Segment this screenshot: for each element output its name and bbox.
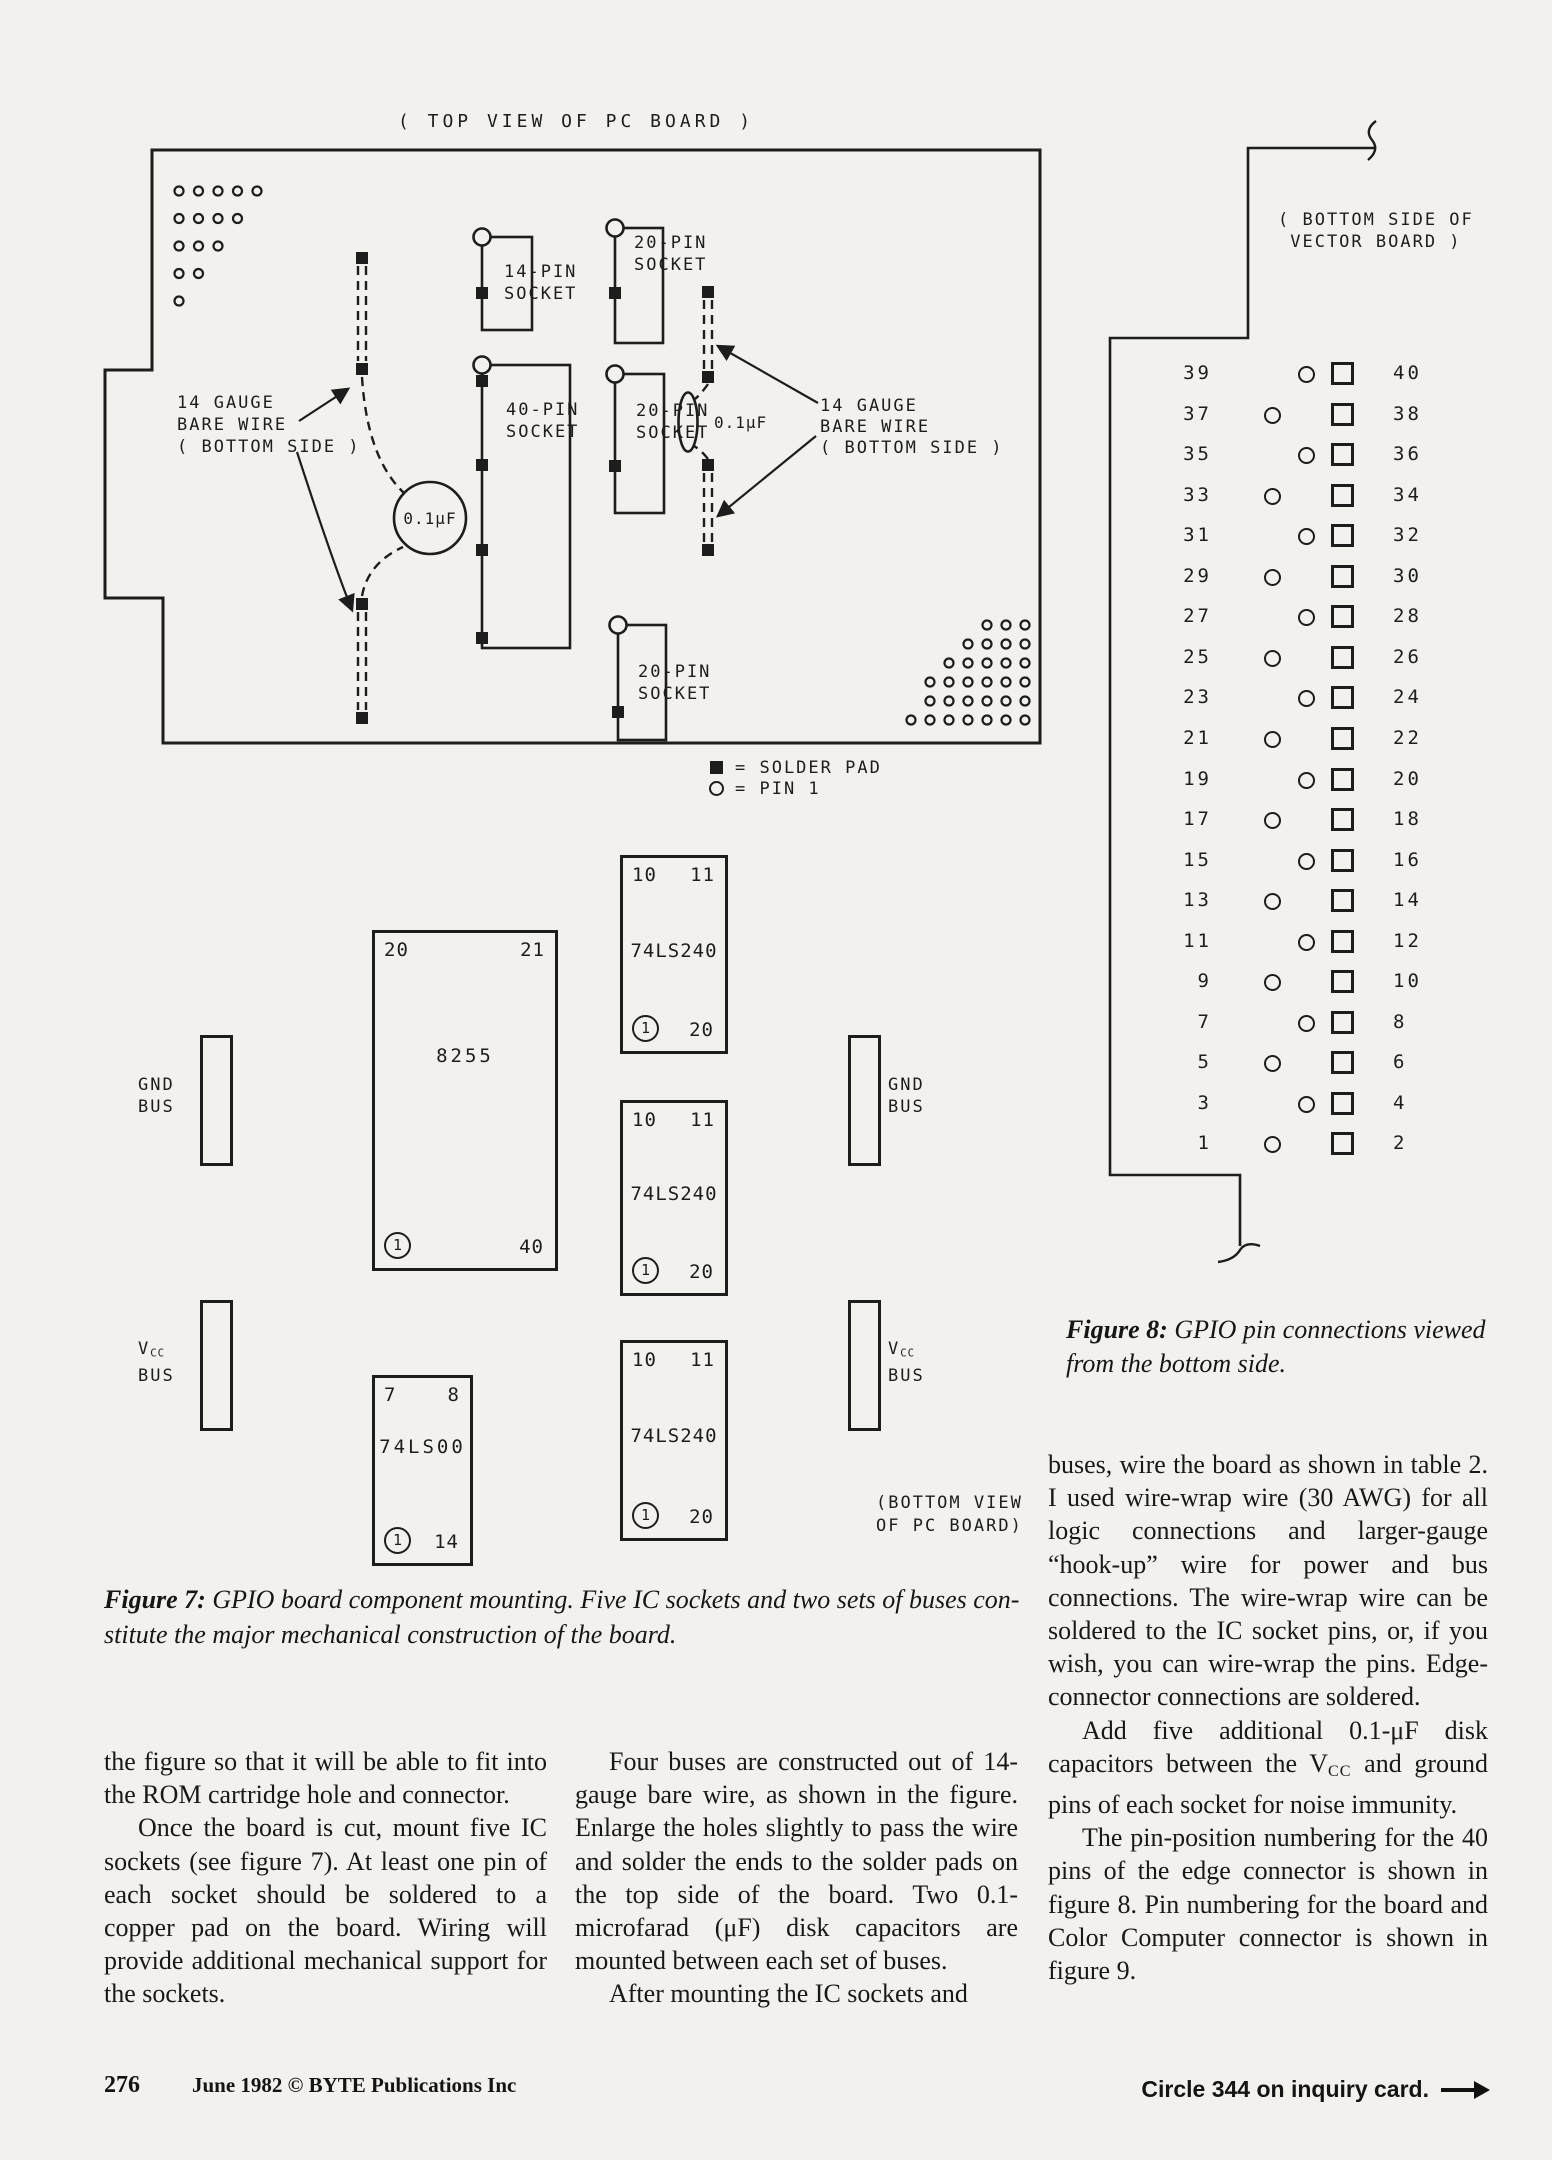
pin1-circled: 1: [384, 1527, 411, 1554]
label-capacitor-left: 0.1μF: [403, 509, 457, 528]
pin-row: [1150, 840, 1460, 880]
pin-row: [1150, 880, 1460, 920]
pin-row: [1150, 1123, 1460, 1163]
pin1-circle: [1264, 650, 1281, 667]
annotation-arrows: [297, 346, 818, 610]
pin1-circled: 1: [384, 1232, 411, 1259]
hole-grid-bottom-right: [907, 621, 1030, 725]
pin-row: [1150, 394, 1460, 434]
solder-square: [1331, 686, 1354, 709]
publication-credit: June 1982 © BYTE Publications Inc: [192, 2073, 517, 2097]
solder-square: [1331, 362, 1354, 385]
pin-number-right: 24: [1393, 686, 1422, 709]
solder-square: [1331, 646, 1354, 669]
pin1-circle: [1298, 528, 1315, 545]
pin1-circle: [1298, 934, 1315, 951]
body-column-2: [575, 1745, 1018, 2011]
pin1-circled: 1: [632, 1502, 659, 1529]
legend-pin1: = PIN 1: [735, 779, 821, 799]
pin-label: 11: [690, 864, 715, 886]
label-14pin-socket: 14-PIN SOCKET: [504, 262, 578, 304]
solder-square: [1331, 1092, 1354, 1115]
pin-number-left: 3: [1197, 1091, 1212, 1114]
pin-number-left: 25: [1183, 645, 1212, 668]
pin-number-left: 29: [1183, 564, 1212, 587]
pin1-circle: [1298, 690, 1315, 707]
vcc-bus-bar-right: [848, 1300, 881, 1431]
paragraph: buses, wire the board as shown in table 2. I used wire-wrap wire (30 AWG) for all logic connections and larger-gauge “hook-up” wire for power and bus connections. The wire-wrap wire can be soldered to the IC socket pins, or, if you wish, you can wire-wrap the pins. Edge-connector connections are soldered.: [1048, 1450, 1488, 1712]
label-bare-wire-right: 14 GAUGE BARE WIRE ( BOTTOM SIDE ): [820, 396, 1004, 458]
legend-solder-pad: = SOLDER PAD: [735, 758, 882, 778]
figure8-caption-line2: from the bottom side.: [1066, 1349, 1287, 1378]
body-column-3: [1048, 1448, 1488, 1987]
pin-number-left: 33: [1183, 483, 1212, 506]
pin1-circle: [1264, 1055, 1281, 1072]
pin-label: 20: [384, 939, 409, 961]
label-20pin-socket-bot: 20-PIN SOCKET: [638, 662, 712, 704]
pin-label: 11: [690, 1349, 715, 1371]
pin-label: 20: [689, 1261, 714, 1283]
pin-row: [1150, 759, 1460, 799]
page-number: 276: [104, 2072, 140, 2098]
paragraph: The pin-position numbering for the 40 pins of the edge connector is shown in figure 8. Pin numbering for the board and Color Computer connector is shown in figure 9.: [1048, 1823, 1488, 1986]
gnd-bus-label-right: GND BUS: [888, 1075, 925, 1117]
pin-number-left: 39: [1183, 362, 1212, 384]
pin-row: [1150, 677, 1460, 717]
pin-row: [1150, 718, 1460, 758]
pin-number-right: 32: [1393, 524, 1422, 547]
pin-label: 20: [689, 1019, 714, 1041]
solder-square: [1331, 808, 1354, 831]
solder-square: [1331, 484, 1354, 507]
figure7-caption-line2: stitute the major mechanical construction of the board.: [104, 1620, 677, 1649]
pin-number-right: 34: [1393, 483, 1422, 506]
pin-row: [1150, 596, 1460, 636]
socket-solder-pads: [476, 287, 624, 718]
vcc-bus-label-right: VCC BUS: [888, 1339, 925, 1386]
pin-number-right: 16: [1393, 848, 1422, 871]
pin1-circle: [1298, 609, 1315, 626]
paragraph: After mounting the IC sockets and: [609, 1979, 968, 2009]
pin-number-left: 11: [1183, 929, 1212, 952]
pin1-icon: [709, 781, 724, 796]
chip-74ls00: [372, 1375, 473, 1566]
pin1-circled: 1: [632, 1257, 659, 1284]
figure8-caption-line1: Figure 8: GPIO pin connections viewed: [1066, 1315, 1486, 1344]
pin-number-left: 35: [1183, 443, 1212, 466]
pin-number-left: 17: [1183, 808, 1212, 831]
pin-number-right: 22: [1393, 726, 1422, 749]
pin-label: 10: [632, 1109, 657, 1131]
pin-number-left: 9: [1197, 970, 1212, 993]
pin-label: 21: [520, 939, 545, 961]
pin-number-right: 18: [1393, 808, 1422, 831]
solder-square: [1331, 970, 1354, 993]
pin1-circle: [1298, 1096, 1315, 1113]
pin-row: [1150, 961, 1460, 1001]
pin-number-right: 30: [1393, 564, 1422, 587]
pin-label: 20: [689, 1506, 714, 1528]
pin1-circle: [1264, 974, 1281, 991]
arrow-right-icon: [1441, 2088, 1475, 2092]
pin1-circle: [1298, 1015, 1315, 1032]
pin-label: 11: [690, 1109, 715, 1131]
paragraph: Four buses are constructed out of 14-gauge bare wire, as shown in the figure. Enlarge the holes slightly to pass the wire and solder the ends to the solder pads on the top side of the board. Two 0.1-microfarad (μF) disk capacitors are mounted between each set of buses.: [575, 1747, 1018, 1976]
solder-square: [1331, 768, 1354, 791]
solder-square: [1331, 1011, 1354, 1034]
pin-label: 10: [632, 864, 657, 886]
pin-row: [1150, 799, 1460, 839]
pin-number-left: 31: [1183, 524, 1212, 547]
footer-right: [1048, 2076, 1490, 2103]
pin1-circle: [1264, 893, 1281, 910]
pin-number-left: 1: [1197, 1132, 1212, 1155]
pin-number-right: 40: [1393, 362, 1422, 384]
pin1-circled: 1: [632, 1015, 659, 1042]
pin-row: [1150, 353, 1460, 393]
pin1-circle: [1298, 772, 1315, 789]
pin1-circle: [1298, 366, 1315, 383]
solder-square: [1331, 930, 1354, 953]
pin-row: [1150, 556, 1460, 596]
solder-square: [1331, 1132, 1354, 1155]
paragraph: Add five additional 0.1-μF disk capacitors between the VCC and ground pins of each socket for noise immunity.: [1048, 1715, 1489, 1820]
pin1-circle: [1264, 407, 1281, 424]
bare-wire-left: [358, 266, 404, 710]
pin1-circle: [1264, 812, 1281, 829]
label-40pin-socket: 40-PIN SOCKET: [506, 400, 580, 442]
solder-square: [1331, 849, 1354, 872]
pin-label: 7: [384, 1384, 397, 1406]
bottom-view-note: (BOTTOM VIEW OF PC BOARD): [876, 1493, 1023, 1536]
pin1-circle: [1264, 488, 1281, 505]
vcc-bus-label-left: VCC BUS: [138, 1339, 175, 1386]
pin-row: [1150, 1083, 1460, 1123]
pin-number-left: 37: [1183, 402, 1212, 425]
pin-number-right: 8: [1393, 1010, 1408, 1033]
chip-name: 8255: [436, 1045, 494, 1067]
chip-name: 74LS240: [630, 1183, 718, 1205]
pin-number-right: 26: [1393, 645, 1422, 668]
solder-square: [1331, 727, 1354, 750]
pin-label: 14: [434, 1531, 459, 1553]
pin-number-right: 10: [1393, 970, 1422, 993]
pin-label: 10: [632, 1349, 657, 1371]
pin-number-left: 15: [1183, 848, 1212, 871]
figure7-caption-line1: Figure 7: GPIO board component mounting. Five IC sockets and two sets of buses con-: [104, 1585, 1020, 1614]
pin-row: [1150, 434, 1460, 474]
chip-name: 74LS00: [379, 1436, 466, 1458]
label-20pin-socket-mid: 20-PIN SOCKET: [636, 401, 710, 443]
pin-number-right: 36: [1393, 443, 1422, 466]
footer-left: [104, 2072, 516, 2099]
label-bare-wire-left: 14 GAUGE BARE WIRE ( BOTTOM SIDE ): [177, 393, 361, 457]
solder-square: [1331, 565, 1354, 588]
body-column-1: [104, 1745, 547, 2011]
pin-number-left: 7: [1197, 1010, 1212, 1033]
gnd-bus-label-left: GND BUS: [138, 1075, 175, 1117]
pin-number-left: 27: [1183, 605, 1212, 628]
label-capacitor-right: 0.1μF: [714, 413, 768, 432]
pin1-circle: [1264, 1136, 1281, 1153]
pin-number-right: 6: [1393, 1051, 1408, 1074]
pin-number-right: 12: [1393, 929, 1422, 952]
pin-number-right: 4: [1393, 1091, 1408, 1114]
pin-number-right: 20: [1393, 767, 1422, 790]
hole-grid-top-left: [175, 187, 262, 306]
pin1-circle: [1298, 853, 1315, 870]
chip-74ls240-3: [620, 1340, 728, 1541]
chip-74ls240-1: [620, 855, 728, 1054]
pin-number-left: 19: [1183, 767, 1212, 790]
vcc-bus-bar-left: [200, 1300, 233, 1431]
pin-number-right: 28: [1393, 605, 1422, 628]
pin1-circle: [1298, 447, 1315, 464]
pin-number-left: 23: [1183, 686, 1212, 709]
solder-square: [1331, 524, 1354, 547]
pin-row: [1150, 637, 1460, 677]
pin-number-left: 13: [1183, 889, 1212, 912]
pin1-circle: [1264, 731, 1281, 748]
pin-number-left: 5: [1197, 1051, 1212, 1074]
solder-square: [1331, 889, 1354, 912]
inquiry-card-note: Circle 344 on inquiry card.: [1141, 2076, 1429, 2102]
solder-square: [1331, 443, 1354, 466]
pin-row: [1150, 475, 1460, 515]
break-squiggle-bottom: [1218, 1244, 1260, 1262]
solder-pad-icon: [710, 761, 723, 774]
solder-square: [1331, 403, 1354, 426]
vector-board-note: ( BOTTOM SIDE OF VECTOR BOARD ): [1278, 210, 1474, 252]
pin-number-right: 2: [1393, 1132, 1408, 1155]
pin-number-right: 14: [1393, 889, 1422, 912]
solder-square: [1331, 605, 1354, 628]
label-20pin-socket-top: 20-PIN SOCKET: [634, 233, 708, 275]
break-squiggle-top: [1368, 121, 1376, 160]
pin-row: [1150, 1002, 1460, 1042]
paragraph: Once the board is cut, mount five IC sockets (see figure 7). At least one pin of each socket should be soldered to a copper pad on the board. Wiring will provide additional mechanical support for the sockets.: [104, 1813, 547, 2009]
pin-number-right: 38: [1393, 402, 1422, 425]
chip-name: 74LS240: [630, 1425, 718, 1447]
chip-name: 74LS240: [630, 940, 718, 962]
pin1-circle: [1264, 569, 1281, 586]
pin-row: [1150, 1042, 1460, 1082]
gnd-bus-bar-right: [848, 1035, 881, 1166]
paragraph: the figure so that it will be able to fit into the ROM cartridge hole and connector.: [104, 1747, 547, 1810]
pin-label: 8: [447, 1384, 460, 1406]
pin-label: 40: [519, 1236, 544, 1258]
pin-row: [1150, 515, 1460, 555]
gnd-bus-bar-left: [200, 1035, 233, 1166]
chip-8255: [372, 930, 558, 1271]
top-view-title: ( TOP VIEW OF PC BOARD ): [397, 111, 755, 132]
solder-square: [1331, 1051, 1354, 1074]
chip-74ls240-2: [620, 1100, 728, 1296]
pin-number-left: 21: [1183, 726, 1212, 749]
pin-row: [1150, 921, 1460, 961]
